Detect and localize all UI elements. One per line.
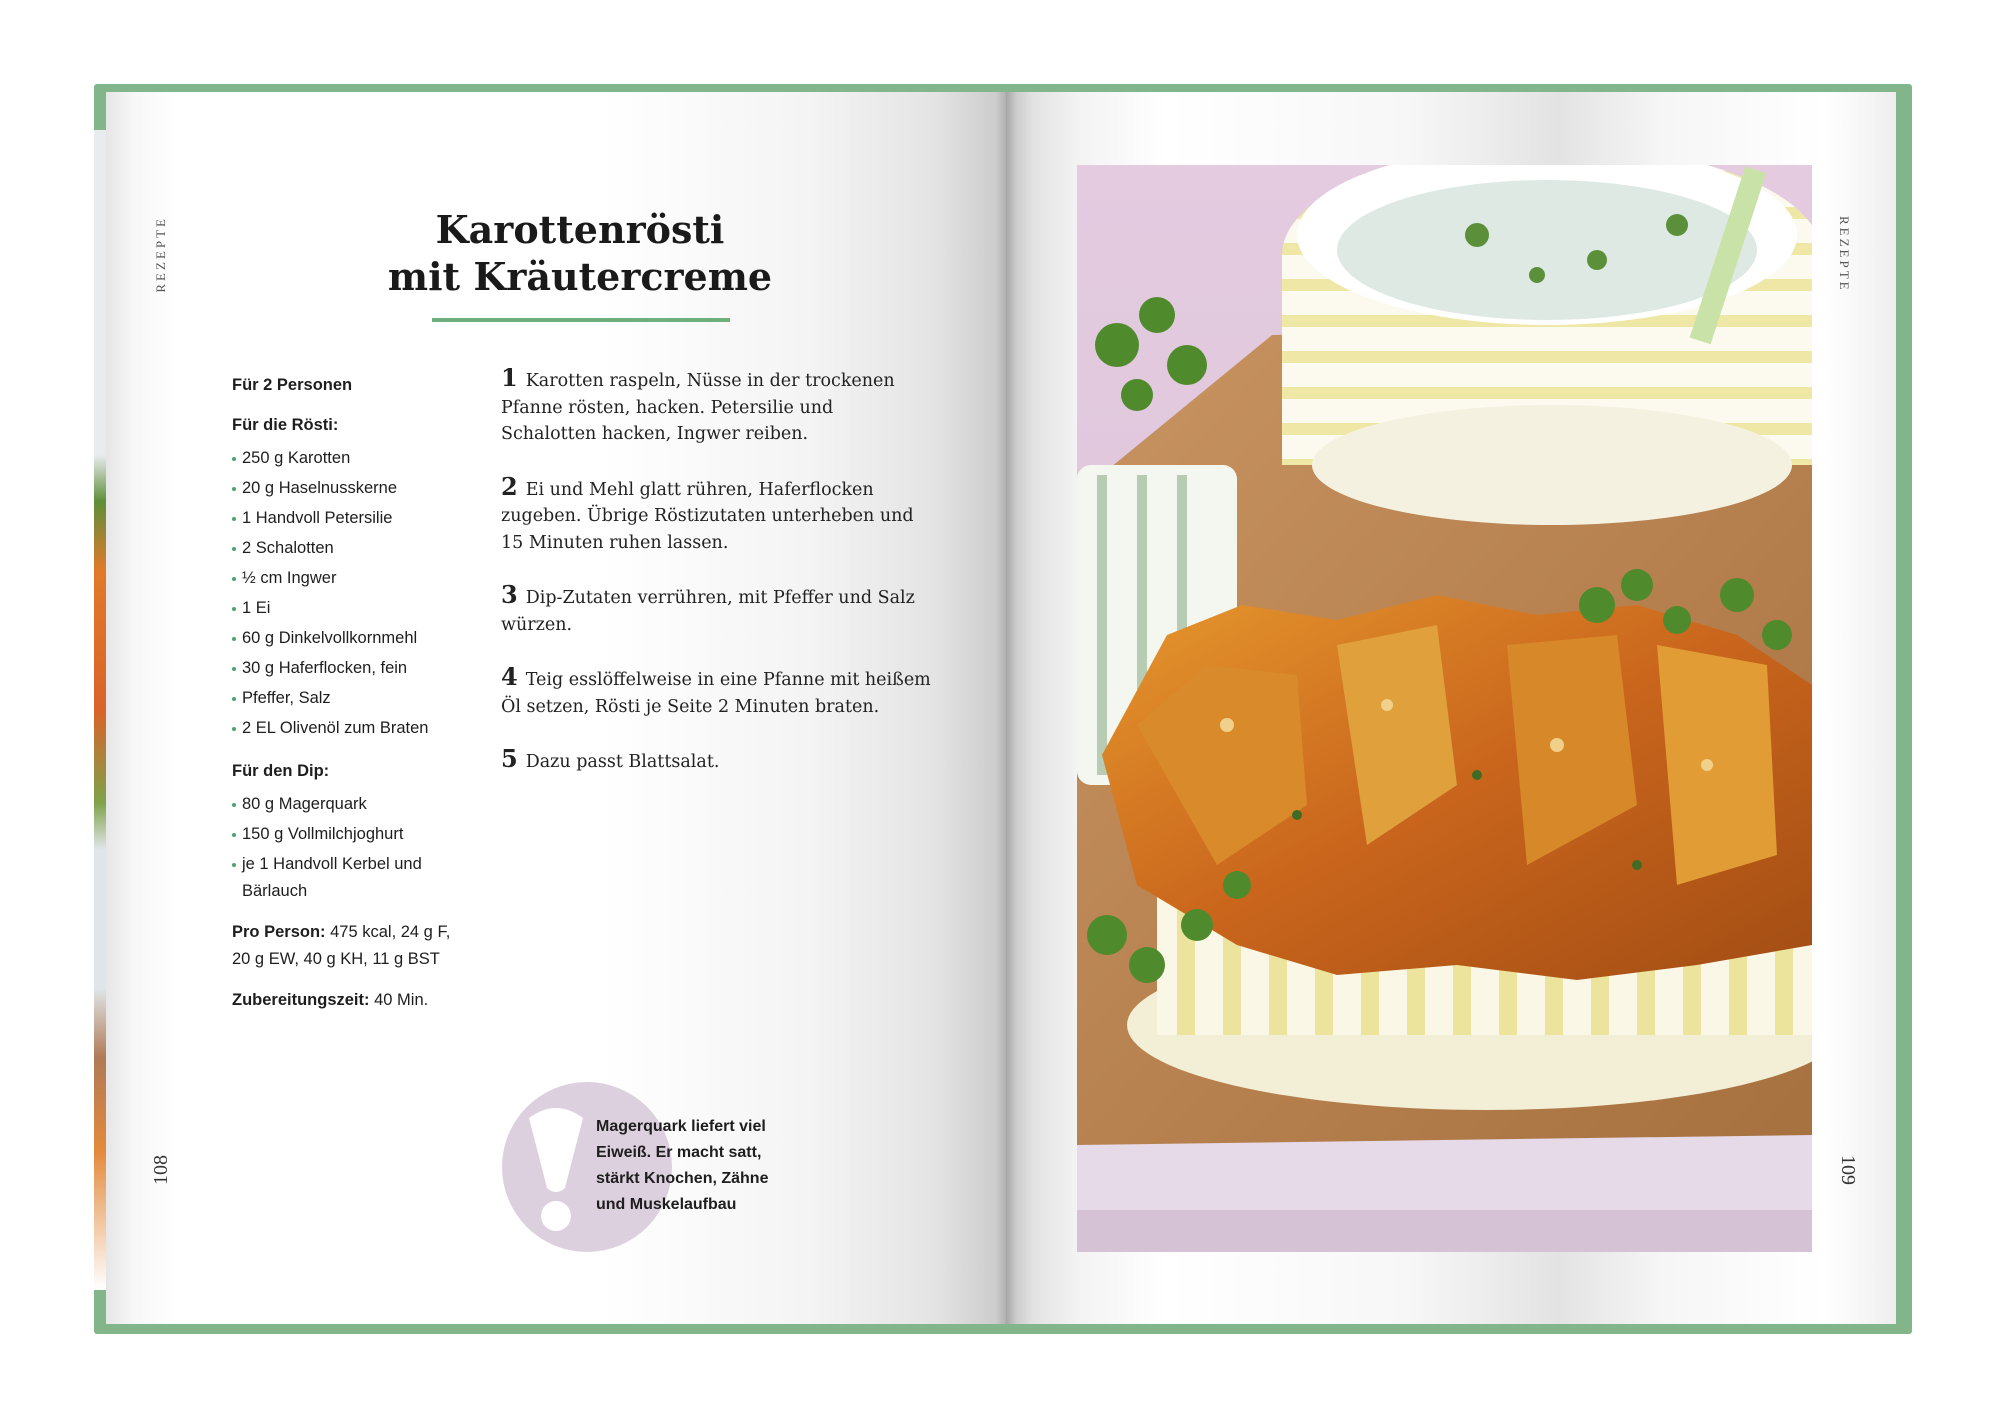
step xyxy=(501,582,931,638)
list-item: 150 g Vollmilchjoghurt xyxy=(232,821,472,848)
step-number: 4 xyxy=(501,662,518,691)
list-item: 2 EL Olivenöl zum Braten xyxy=(232,715,472,742)
step-text: Karotten raspeln, Nüsse in der trockenen Pfanne rösten, hacken. Petersilie und Schalotten hacken, Ingwer reiben. xyxy=(501,371,895,444)
recipe-title xyxy=(380,206,780,300)
dip-ingredient-list xyxy=(232,791,472,905)
list-item: 1 Ei xyxy=(232,595,472,622)
title-line-2: mit Kräutercreme xyxy=(387,254,773,299)
list-item: je 1 Handvoll Kerbel und Bärlauch xyxy=(232,851,472,905)
step xyxy=(501,365,931,448)
prep-label: Zubereitungszeit: xyxy=(232,991,370,1009)
servings: Für 2 Personen xyxy=(232,376,353,394)
food-photo-illustration xyxy=(1077,165,1812,1252)
prep-time xyxy=(232,987,472,1014)
list-item: 2 Schalotten xyxy=(232,535,472,562)
method-steps xyxy=(501,365,931,802)
step-number: 1 xyxy=(501,363,518,392)
list-item: 30 g Haferflocken, fein xyxy=(232,655,472,682)
step-text: Dazu passt Blattsalat. xyxy=(525,752,720,772)
list-item: ½ cm Ingwer xyxy=(232,565,472,592)
carrot-roesti-photo xyxy=(1077,165,1812,1252)
list-item: 250 g Karotten xyxy=(232,445,472,472)
tip-text: Magerquark liefert viel Eiweiß. Er macht satt, stärkt Knochen, Zähne und Muskelaufbau xyxy=(596,1118,769,1213)
roesti-ingredient-list xyxy=(232,445,472,742)
list-item: Pfeffer, Salz xyxy=(232,685,472,712)
step-text: Ei und Mehl glatt rühren, Haferflocken zugeben. Übrige Röstizutaten unterheben und 15 Minuten ruhen lassen. xyxy=(501,479,914,553)
title-line-1: Karottenrösti xyxy=(435,207,725,252)
book-spine xyxy=(996,92,1016,1324)
running-head-left: REZEPTE xyxy=(153,216,168,293)
list-item: 20 g Haselnusskerne xyxy=(232,475,472,502)
list-item: 80 g Magerquark xyxy=(232,791,472,818)
step-text: Teig esslöffelweise in eine Pfanne mit heißem Öl setzen, Rösti je Seite 2 Minuten braten. xyxy=(501,670,931,717)
page-number-left: 108 xyxy=(150,1155,172,1185)
title-underline xyxy=(432,318,730,322)
list-item: 60 g Dinkelvollkornmehl xyxy=(232,625,472,652)
list-item: 1 Handvoll Petersilie xyxy=(232,505,472,532)
step xyxy=(501,664,931,720)
step-number: 2 xyxy=(501,471,518,501)
step xyxy=(501,471,931,557)
step-text: Dip-Zutaten verrühren, mit Pfeffer und Salz würzen. xyxy=(501,588,915,635)
exclamation-icon xyxy=(521,1104,591,1234)
step-number: 5 xyxy=(501,744,518,773)
step xyxy=(501,746,931,776)
prep-value: 40 Min. xyxy=(369,991,429,1009)
roesti-heading: Für die Rösti: xyxy=(232,416,339,434)
nutrition-value: 475 kcal, 24 g F, 20 g EW, 40 g KH, 11 g BST xyxy=(232,923,451,968)
dip-heading: Für den Dip: xyxy=(232,762,330,780)
nutrition-label: Pro Person: xyxy=(232,923,326,941)
running-head-right: REZEPTE xyxy=(1837,216,1852,293)
step-number: 3 xyxy=(501,580,518,609)
ingredients-column xyxy=(232,374,472,1014)
nutrition-info xyxy=(232,919,472,973)
page-number-right: 109 xyxy=(1837,1155,1859,1185)
